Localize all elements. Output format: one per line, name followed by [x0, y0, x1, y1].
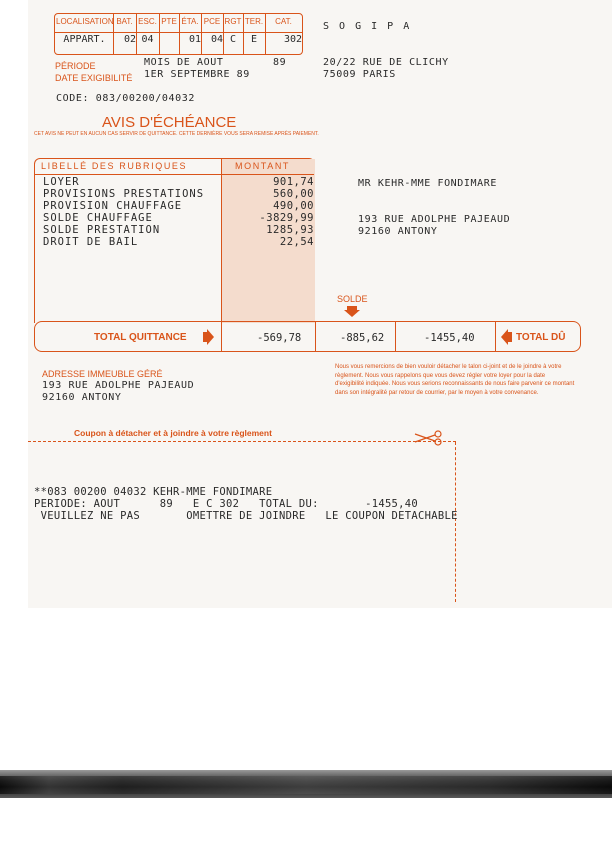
disclaimer: CET AVIS NE PEUT EN AUCUN CAS SERVIR DE QUITTANCE. CETTE DERNIÈRE VOUS SERA REMISE APRÈS PAIEMENT. — [34, 131, 319, 137]
table-row-label: LOYER — [43, 176, 80, 188]
locator-header: PTE — [161, 17, 177, 26]
scanner-shadow-overlay — [0, 776, 612, 794]
arrow-right-icon — [203, 329, 214, 345]
locator-value: 02 — [123, 34, 136, 45]
scissors-icon — [414, 430, 444, 446]
table-row-amount: -3829,99 — [259, 212, 314, 224]
periode-value: MOIS DE AOUT — [144, 57, 224, 68]
exigibilite-value: 1ER SEPTEMBRE 89 — [144, 69, 250, 80]
arrow-left-icon — [501, 329, 512, 345]
locator-value: 302 — [283, 34, 302, 45]
locator-header: ESC. — [138, 17, 157, 26]
locator-value: 04 — [141, 34, 154, 45]
locator-value: C — [229, 34, 237, 45]
locator-header: LOCALISATION — [56, 17, 114, 26]
exigibilite-label: DATE EXIGIBILITÉ — [55, 73, 133, 83]
periode-label: PÉRIODE — [55, 61, 96, 71]
company-address-line: 20/22 RUE DE CLICHY — [323, 57, 449, 68]
recipient-city: 92160 ANTONY — [358, 226, 438, 237]
adresse-city: 92160 ANTONY — [42, 392, 122, 403]
locator-header: TER. — [244, 17, 264, 26]
adresse-street: 193 RUE ADOLPHE PAJEAUD — [42, 380, 195, 391]
table-row-label: SOLDE CHAUFFAGE — [43, 212, 153, 224]
table-row-amount: 490,00 — [273, 200, 314, 212]
total-du-label: TOTAL DÛ — [516, 332, 566, 343]
solde-label: SOLDE — [337, 294, 368, 304]
locator-value: E — [250, 34, 258, 45]
locator-value: 01 — [188, 34, 201, 45]
total-quittance-value: -569,78 — [257, 332, 302, 344]
adresse-label: ADRESSE IMMEUBLE GÉRÉ — [42, 369, 163, 379]
company-address-line: 75009 PARIS — [323, 69, 396, 80]
locator-header: CAT. — [275, 17, 292, 26]
col-header-label: LIBELLÉ DES RUBRIQUES — [41, 161, 188, 171]
table-row-amount: 560,00 — [273, 188, 314, 200]
locator-header: PCE — [203, 17, 221, 26]
notice-text: Nous vous remercions de bien vouloir détacher le talon ci-joint et de le joindre à votre règlement. Nous vous rappelons que vous devez régler votre loyer pour la date d'exigibilité indiquée. Nous vous serions reconnaissants de nous faire parvenir ce montant dans son intégralité par retour de courrier, par le moyen à votre convenance. — [335, 364, 575, 396]
table-row-label: SOLDE PRESTATION — [43, 224, 161, 236]
locator-table — [54, 13, 303, 55]
locator-value: 04 — [210, 34, 223, 45]
periode-num: 89 — [273, 57, 287, 68]
page-title: AVIS D'ÉCHÉANCE — [102, 114, 237, 131]
table-row-label: DROIT DE BAIL — [43, 236, 139, 248]
total-du-value: -1455,40 — [424, 332, 475, 344]
locator-header: BAT. — [116, 17, 133, 26]
rubriques-table — [34, 158, 315, 323]
locator-header: ÉTA. — [181, 17, 199, 26]
coupon-line: PERIODE: AOUT 89 E C 302 TOTAL DU: -1455,40 — [34, 498, 419, 510]
locator-header: RGT — [224, 17, 242, 26]
coupon-label: Coupon à détacher et à joindre à votre règlement — [74, 428, 272, 438]
table-row-amount: 22,54 — [279, 236, 314, 248]
locator-value: APPART. — [63, 34, 106, 45]
recipient-name: MR KEHR-MME FONDIMARE — [358, 178, 498, 189]
table-row-amount: 1285,93 — [266, 224, 314, 236]
arrow-down-icon — [344, 306, 360, 317]
coupon-line: **083 00200 04032 KEHR-MME FONDIMARE — [34, 486, 273, 498]
table-row-amount: 901,74 — [273, 176, 314, 188]
total-quittance-label: TOTAL QUITTANCE — [94, 332, 187, 343]
col-header-amount: MONTANT — [235, 161, 291, 171]
solde-value: -885,62 — [340, 332, 385, 344]
table-row-label: PROVISIONS PRESTATIONS — [43, 188, 205, 200]
recipient-street: 193 RUE ADOLPHE PAJEAUD — [358, 214, 511, 225]
code: CODE: 083/00200/04032 — [56, 93, 196, 104]
table-row-label: PROVISION CHAUFFAGE — [43, 200, 183, 212]
totals-row — [34, 321, 581, 352]
company-name: S O G I P A — [323, 21, 412, 32]
coupon-line: VEUILLEZ NE PAS OMETTRE DE JOINDRE LE COUPON DETACHABLE — [34, 510, 458, 522]
